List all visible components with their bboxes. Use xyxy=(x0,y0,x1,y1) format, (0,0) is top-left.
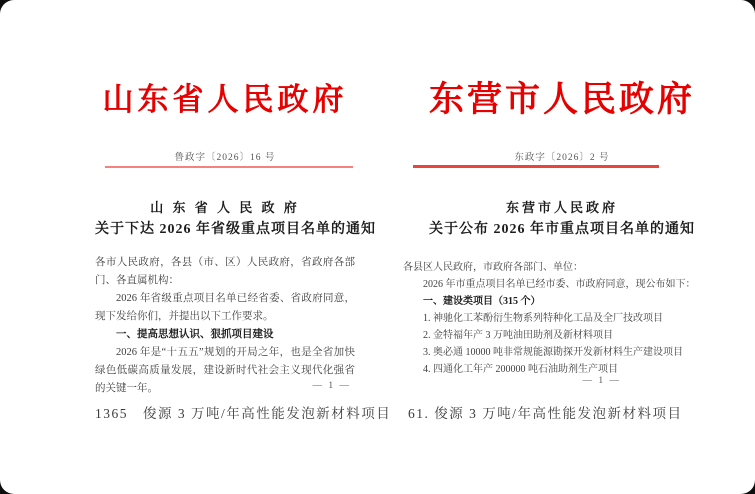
salutation-paragraph: 各市人民政府，各县（市、区）人民政府，省政府各部门、各直属机构： xyxy=(95,257,355,286)
masthead-dongying: 东营市人民政府 xyxy=(428,80,695,119)
doc-title-left: 山 东 省 人 民 政 府 xyxy=(150,200,300,215)
doc-body-right xyxy=(403,259,721,378)
doc-number-left: 鲁政字〔2026〕16 号 xyxy=(174,153,276,163)
list-item: 1. 神驰化工苯酚衍生物系列特种化工品及全厂技改项目 xyxy=(423,313,663,324)
doc-subtitle-left: 关于下达 2026 年省级重点项目名单的通知 xyxy=(95,222,376,237)
doc-title-right: 东营市人民政府 xyxy=(505,200,618,215)
doc-number-right: 东政字〔2026〕2 号 xyxy=(514,153,610,163)
section-heading: 一、提高思想认识、狠抓项目建设 xyxy=(116,329,274,340)
section-heading: 一、建设类项目（315 个） xyxy=(423,296,541,307)
footer-caption-right: 61. 俊源 3 万吨/年高性能发泡新材料项目 xyxy=(408,406,683,421)
red-separator-left xyxy=(105,166,353,168)
doc-subtitle-right: 关于公布 2026 年市重点项目名单的通知 xyxy=(429,222,695,237)
masthead-shandong: 山东省人民政府 xyxy=(102,82,348,117)
list-item: 4. 四通化工年产 200000 吨石油助剂生产项目 xyxy=(423,364,618,375)
body-paragraph: 2026 年是“十五五”规划的开局之年，也是全省加快绿色低碳高质量发展，建设新时代社会主义现代化强省的关键一年。 xyxy=(95,347,355,394)
list-item: 2. 金特福年产 3 万吨油田助剂及新材料项目 xyxy=(423,330,613,341)
footer-caption-left: 1365 俊源 3 万吨/年高性能发泡新材料项目 xyxy=(95,406,392,421)
dongying-document-page xyxy=(403,0,721,494)
page-number-right: — 1 — xyxy=(582,376,621,386)
salutation-paragraph: 各县区人民政府，市政府各部门、单位： xyxy=(403,262,583,273)
body-paragraph: 2026 年市重点项目名单已经市委、市政府同意，现公布如下： xyxy=(423,279,696,290)
doc-body-left xyxy=(95,254,355,398)
shandong-document-page xyxy=(95,0,392,494)
body-paragraph: 2026 年省级重点项目名单已经省委、省政府同意，现下发给你们，并提出以下工作要求。 xyxy=(95,293,355,322)
page-number-left: — 1 — xyxy=(312,381,351,391)
red-separator-right xyxy=(413,165,659,168)
list-item: 3. 奥必通 10000 吨非常规能源勘探开发新材料生产建设项目 xyxy=(423,347,683,358)
